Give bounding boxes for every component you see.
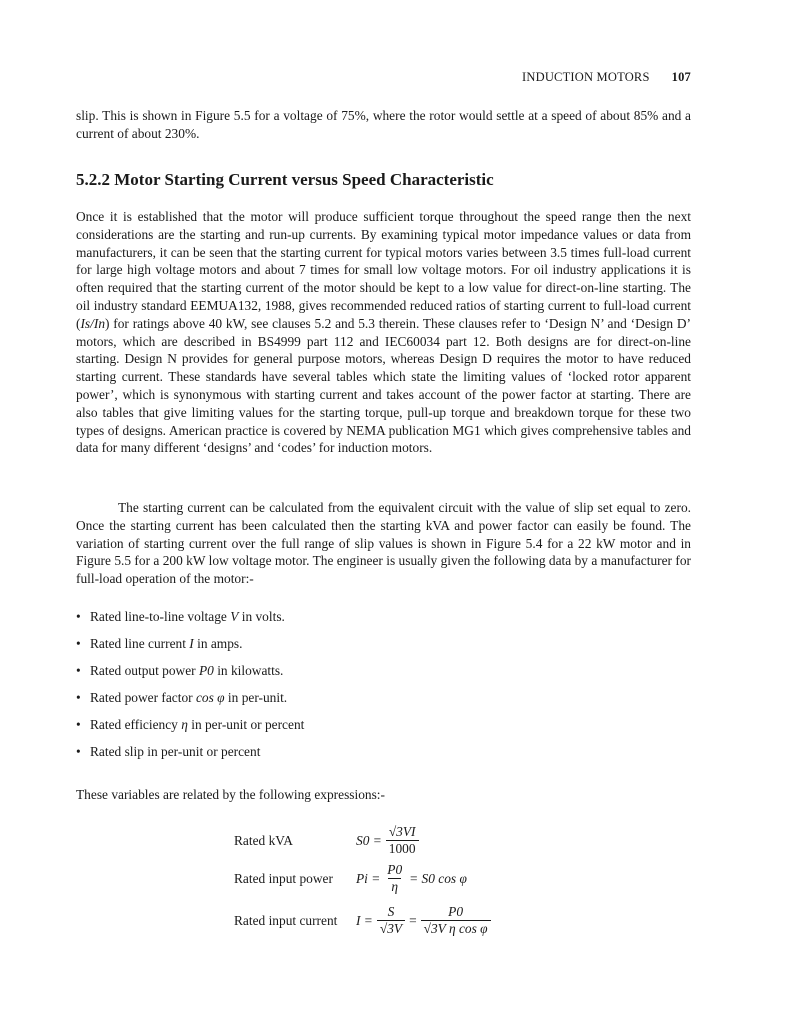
variables-intro: These variables are related by the following expressions:- [76,787,385,802]
denominator: 1000 [386,840,419,857]
numerator: √3VI [388,824,416,839]
running-title: INDUCTION MOTORS [522,70,650,84]
equation-lhs: Pi = [356,870,381,886]
current-ratio: Is/In [80,315,106,331]
equation-lhs: I = [356,912,373,928]
equals-sign: = [409,912,417,928]
denominator: η [388,878,401,895]
equation-label: Rated input current [234,912,338,928]
list-item: • Rated output power P0 in kilowatts. [76,662,691,679]
body-paragraph-1 [76,208,691,457]
equation-rated-kva [234,824,423,857]
equation-label: Rated input power [234,870,333,886]
fraction [384,862,405,895]
list-item: • Rated power factor cos φ in per-unit. [76,689,691,706]
page-number: 107 [671,70,691,84]
para1-part-a: Once it is established that the motor will produce sufficient torque throughout the speed range then the next considerations are the starting and run-up currents. By examining typical motor impedance values or data from manufacturers, it can be seen that the starting current for typical motors varies between 3.5 times full-load current for large high voltage motors and about 7 times for small low voltage motors. For oil industry applications it is often required that the starting current of the motor should be kept to a low value for direct-on-line starting. The oil industry standard EEMUA132, 1988, gives recommended reduced ratios of starting current to full-load current ( [76,209,691,331]
numerator: P0 [448,904,464,919]
equation-rated-input-power [234,862,467,895]
fraction [377,904,405,937]
intro-paragraph: slip. This is shown in Figure 5.5 for a voltage of 75%, where the rotor would settle at a speed of about 85% and a current of about 230%. [76,108,691,141]
fraction [386,824,419,857]
denominator: √3V [377,920,405,937]
list-item: • Rated line-to-line voltage V in volts. [76,608,691,625]
data-list [76,608,691,770]
list-item: • Rated line current I in amps. [76,635,691,652]
denominator: √3V η cos φ [421,920,491,937]
list-item: • Rated slip in per-unit or percent [76,743,691,760]
equation-rhs: = S0 cos φ [409,870,467,886]
para1-part-b: ) for ratings above 40 kW, see clauses 5.2 and 5.3 therein. These clauses refer to ‘Design N’ and ‘Design D’ motors, which are described in BS4999 part 112 and IEC60034 part 12. Both designs are for direct-on-line starting. Design N provides for general purpose motors, whereas Design D requires the motor to have reduced starting current. These standards have several tables which state the limiting values of ‘locked rotor apparent power’, which is synonymous with starting current and takes account of the power factor at starting. There are also tables that give limiting values for the starting torque, pull-up torque and breakdown torque for these two types of designs. American practice is covered by NEMA publication MG1 which gives comprehensive tables and data for many different ‘designs’ and ‘codes’ for induction motors. [76,315,691,456]
numerator: S [387,904,395,919]
numerator: P0 [387,862,403,877]
equation-lhs: S0 = [356,832,382,848]
equation-label: Rated kVA [234,832,293,848]
body-paragraph-2: The starting current can be calculated from the equivalent circuit with the value of slip set equal to zero. Once the starting current has been calculated then the starting kVA and power factor can easily be found. The variation of starting current over the full range of slip values is shown in Figure 5.4 for a 22 kW motor and in Figure 5.5 for a 200 kW low voltage motor. The engineer is usually given the following data by a manufacturer for full-load operation of the motor:- [76,500,691,587]
section-heading: 5.2.2 Motor Starting Current versus Speed Characteristic [76,170,494,189]
equation-rated-input-current [234,904,495,937]
running-header [522,70,691,85]
fraction [421,904,491,937]
list-item: • Rated efficiency η in per-unit or percent [76,716,691,733]
